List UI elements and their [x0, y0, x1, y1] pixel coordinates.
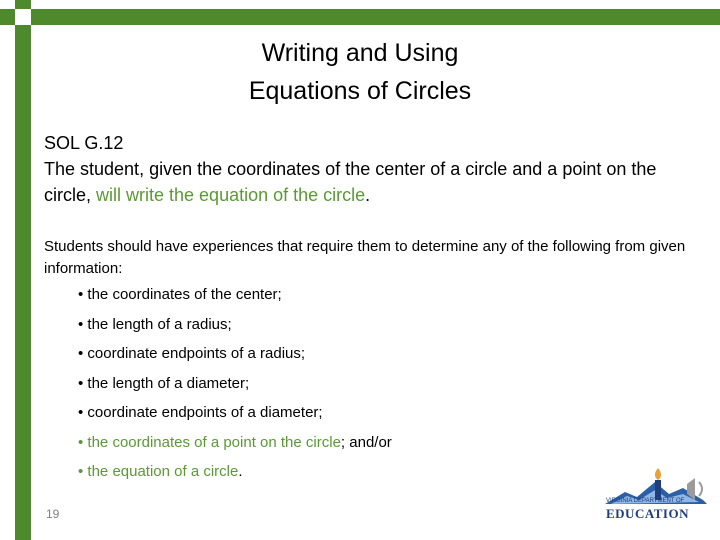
- sol-text-end: .: [365, 185, 371, 205]
- list-item: • the length of a diameter;: [78, 374, 250, 392]
- logo-subtitle: VIRGINIA DEPARTMENT OF: [606, 498, 685, 504]
- list-item: • the length of a radius;: [78, 315, 232, 333]
- logo-name: EDUCATION: [606, 506, 689, 521]
- sol-standard: [44, 130, 704, 208]
- body-text: [44, 236, 704, 487]
- slide-title-line-2: Equations of Circles: [248, 77, 472, 105]
- slide-title: [200, 34, 520, 110]
- bullet-suffix: ; and/or: [340, 433, 392, 451]
- torch-icon: [655, 480, 661, 500]
- sol-description: [44, 156, 704, 208]
- sol-text: The student, given the coordinates of the center of a circle and a point on the circle,: [44, 159, 657, 205]
- sol-code: SOL G.12: [44, 133, 124, 153]
- list-item: • the coordinates of the center;: [78, 286, 282, 303]
- accent-corner: [15, 9, 31, 25]
- speaker-icon: [699, 482, 702, 496]
- list-item-highlight: [78, 428, 704, 458]
- list-item: • coordinate endpoints of a diameter;: [78, 404, 323, 421]
- sol-highlight: will write the equation of the circle: [96, 185, 366, 205]
- accent-bar-horizontal: [0, 9, 720, 25]
- bullet-highlight-text: • the equation of a circle: [78, 463, 239, 480]
- bullet-suffix: .: [238, 463, 243, 480]
- list-item: • coordinate endpoints of a radius;: [78, 345, 306, 362]
- bullet-list: [44, 280, 704, 487]
- bullet-highlight-text: • the coordinates of a point on the circle: [78, 433, 341, 451]
- slide-title-line-1: Writing and Using: [261, 39, 459, 67]
- body-intro: Students should have experiences that require them to determine any of the following from given information:: [44, 238, 686, 277]
- slide-number: 19: [46, 507, 60, 521]
- accent-bar-vertical: [15, 0, 31, 540]
